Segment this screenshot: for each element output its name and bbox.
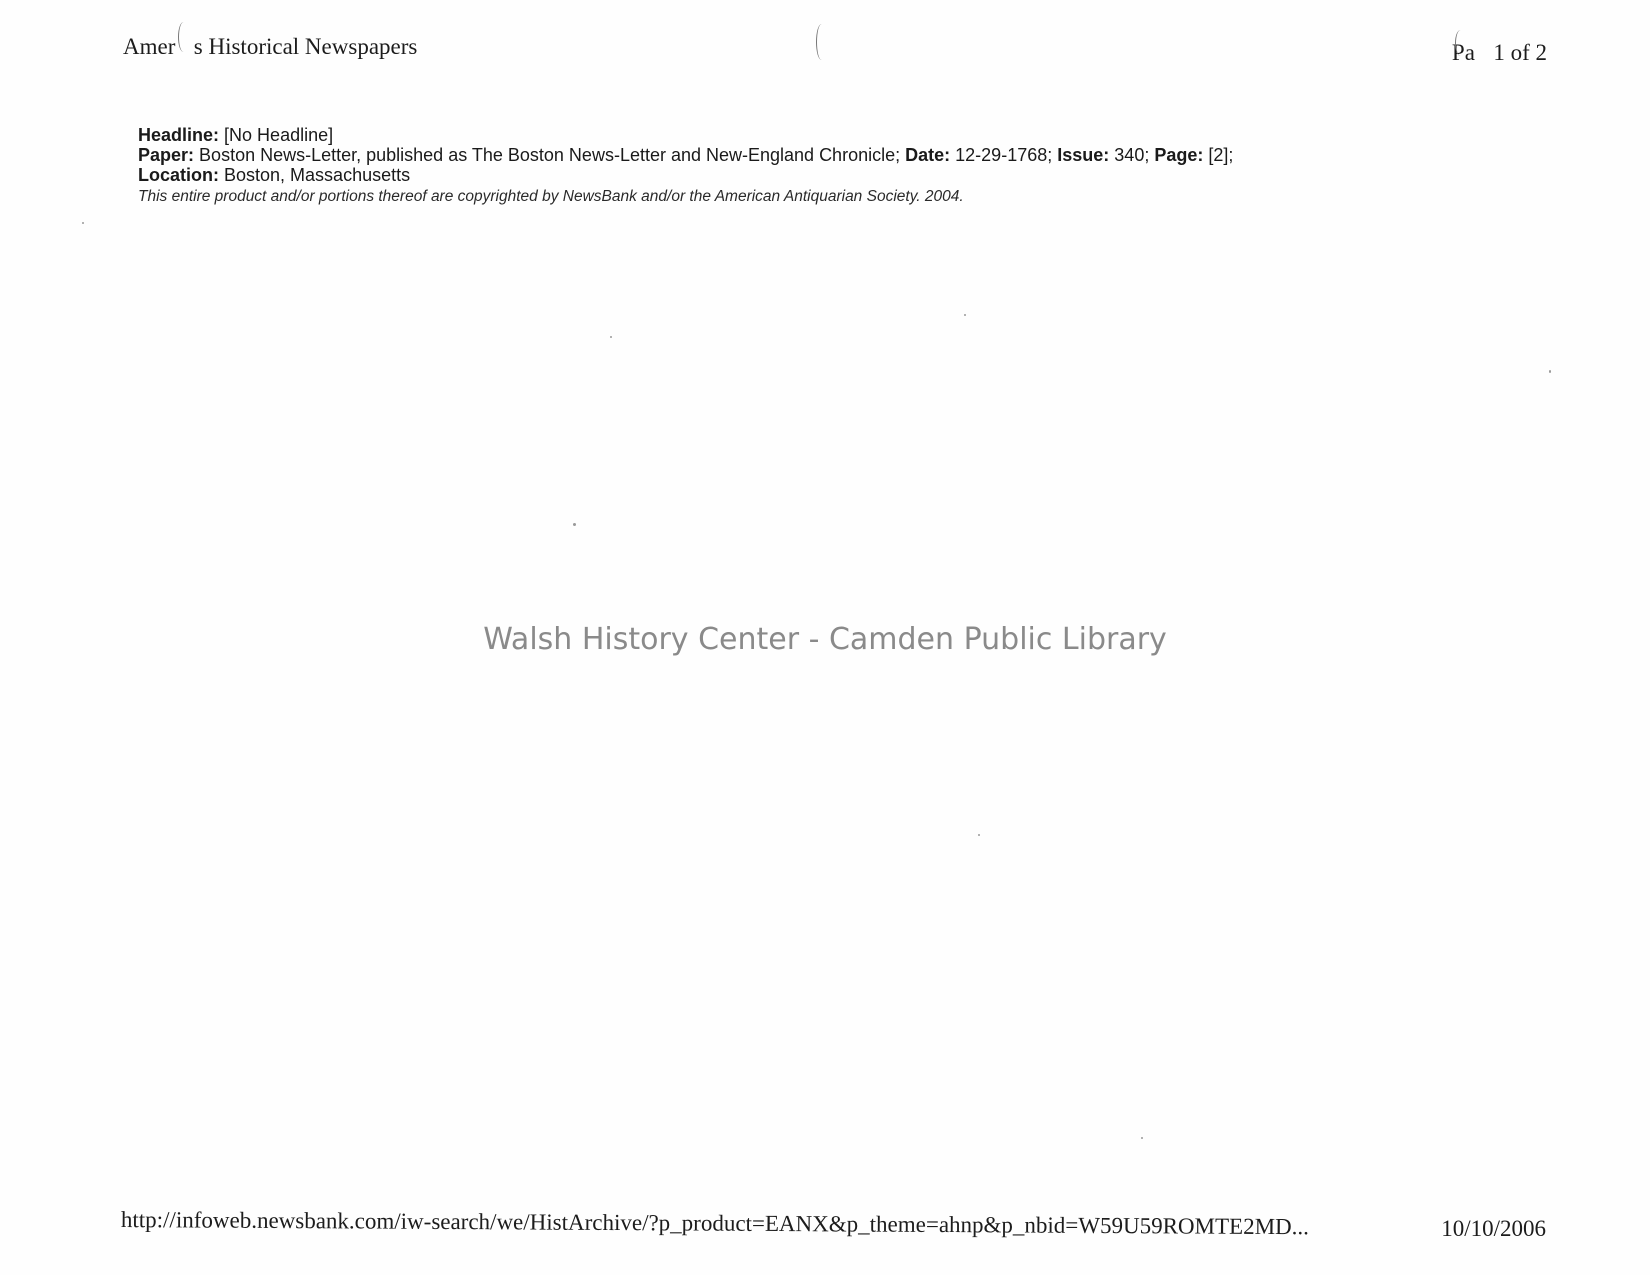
location-value: Boston, Massachusetts xyxy=(224,165,411,185)
paper-label: Paper: xyxy=(138,145,195,165)
location-row xyxy=(138,165,1233,185)
scan-speck xyxy=(978,834,980,836)
headline-label: Headline: xyxy=(138,125,220,145)
scan-speck xyxy=(610,336,612,338)
header-title: Amer s Historical Newspapers xyxy=(123,34,418,59)
scan-artifact-mark xyxy=(1455,30,1466,56)
scan-speck xyxy=(1141,1137,1143,1139)
scan-speck xyxy=(1549,370,1551,373)
date-value: 12-29-1768; xyxy=(955,145,1053,165)
footer-date: 10/10/2006 xyxy=(1441,1216,1546,1241)
paper-row xyxy=(138,145,1233,165)
location-label: Location: xyxy=(138,165,219,185)
footer-url: http://infoweb.newsbank.com/iw-search/we/HistArchive/?p_product=EANX&p_theme=ahnp&p_nbid=W59U59ROMTE2MD... xyxy=(120,1207,1310,1240)
headline-row xyxy=(138,125,1233,145)
date-label: Date: xyxy=(905,145,951,165)
scan-artifact-mark xyxy=(816,24,827,60)
scan-speck xyxy=(964,314,966,316)
header-page-number: Pa 1 of 2 xyxy=(1451,40,1547,65)
library-watermark: Walsh History Center - Camden Public Library xyxy=(483,622,1167,657)
issue-label: Issue: xyxy=(1057,145,1110,165)
scan-speck xyxy=(573,523,576,526)
issue-value: 340; xyxy=(1114,145,1150,165)
record-metadata xyxy=(138,125,1233,207)
scan-speck xyxy=(82,222,84,224)
page-value: [2]; xyxy=(1208,145,1234,165)
scan-artifact-mark xyxy=(178,22,189,52)
headline-value: [No Headline] xyxy=(224,125,334,145)
copyright-notice: This entire product and/or portions thereof are copyrighted by NewsBank and/or the American Antiquarian Society. 2004. xyxy=(138,188,964,205)
paper-value: Boston News-Letter, published as The Boston News-Letter and New-England Chronicle; xyxy=(199,145,901,165)
page-label: Page: xyxy=(1154,145,1204,165)
